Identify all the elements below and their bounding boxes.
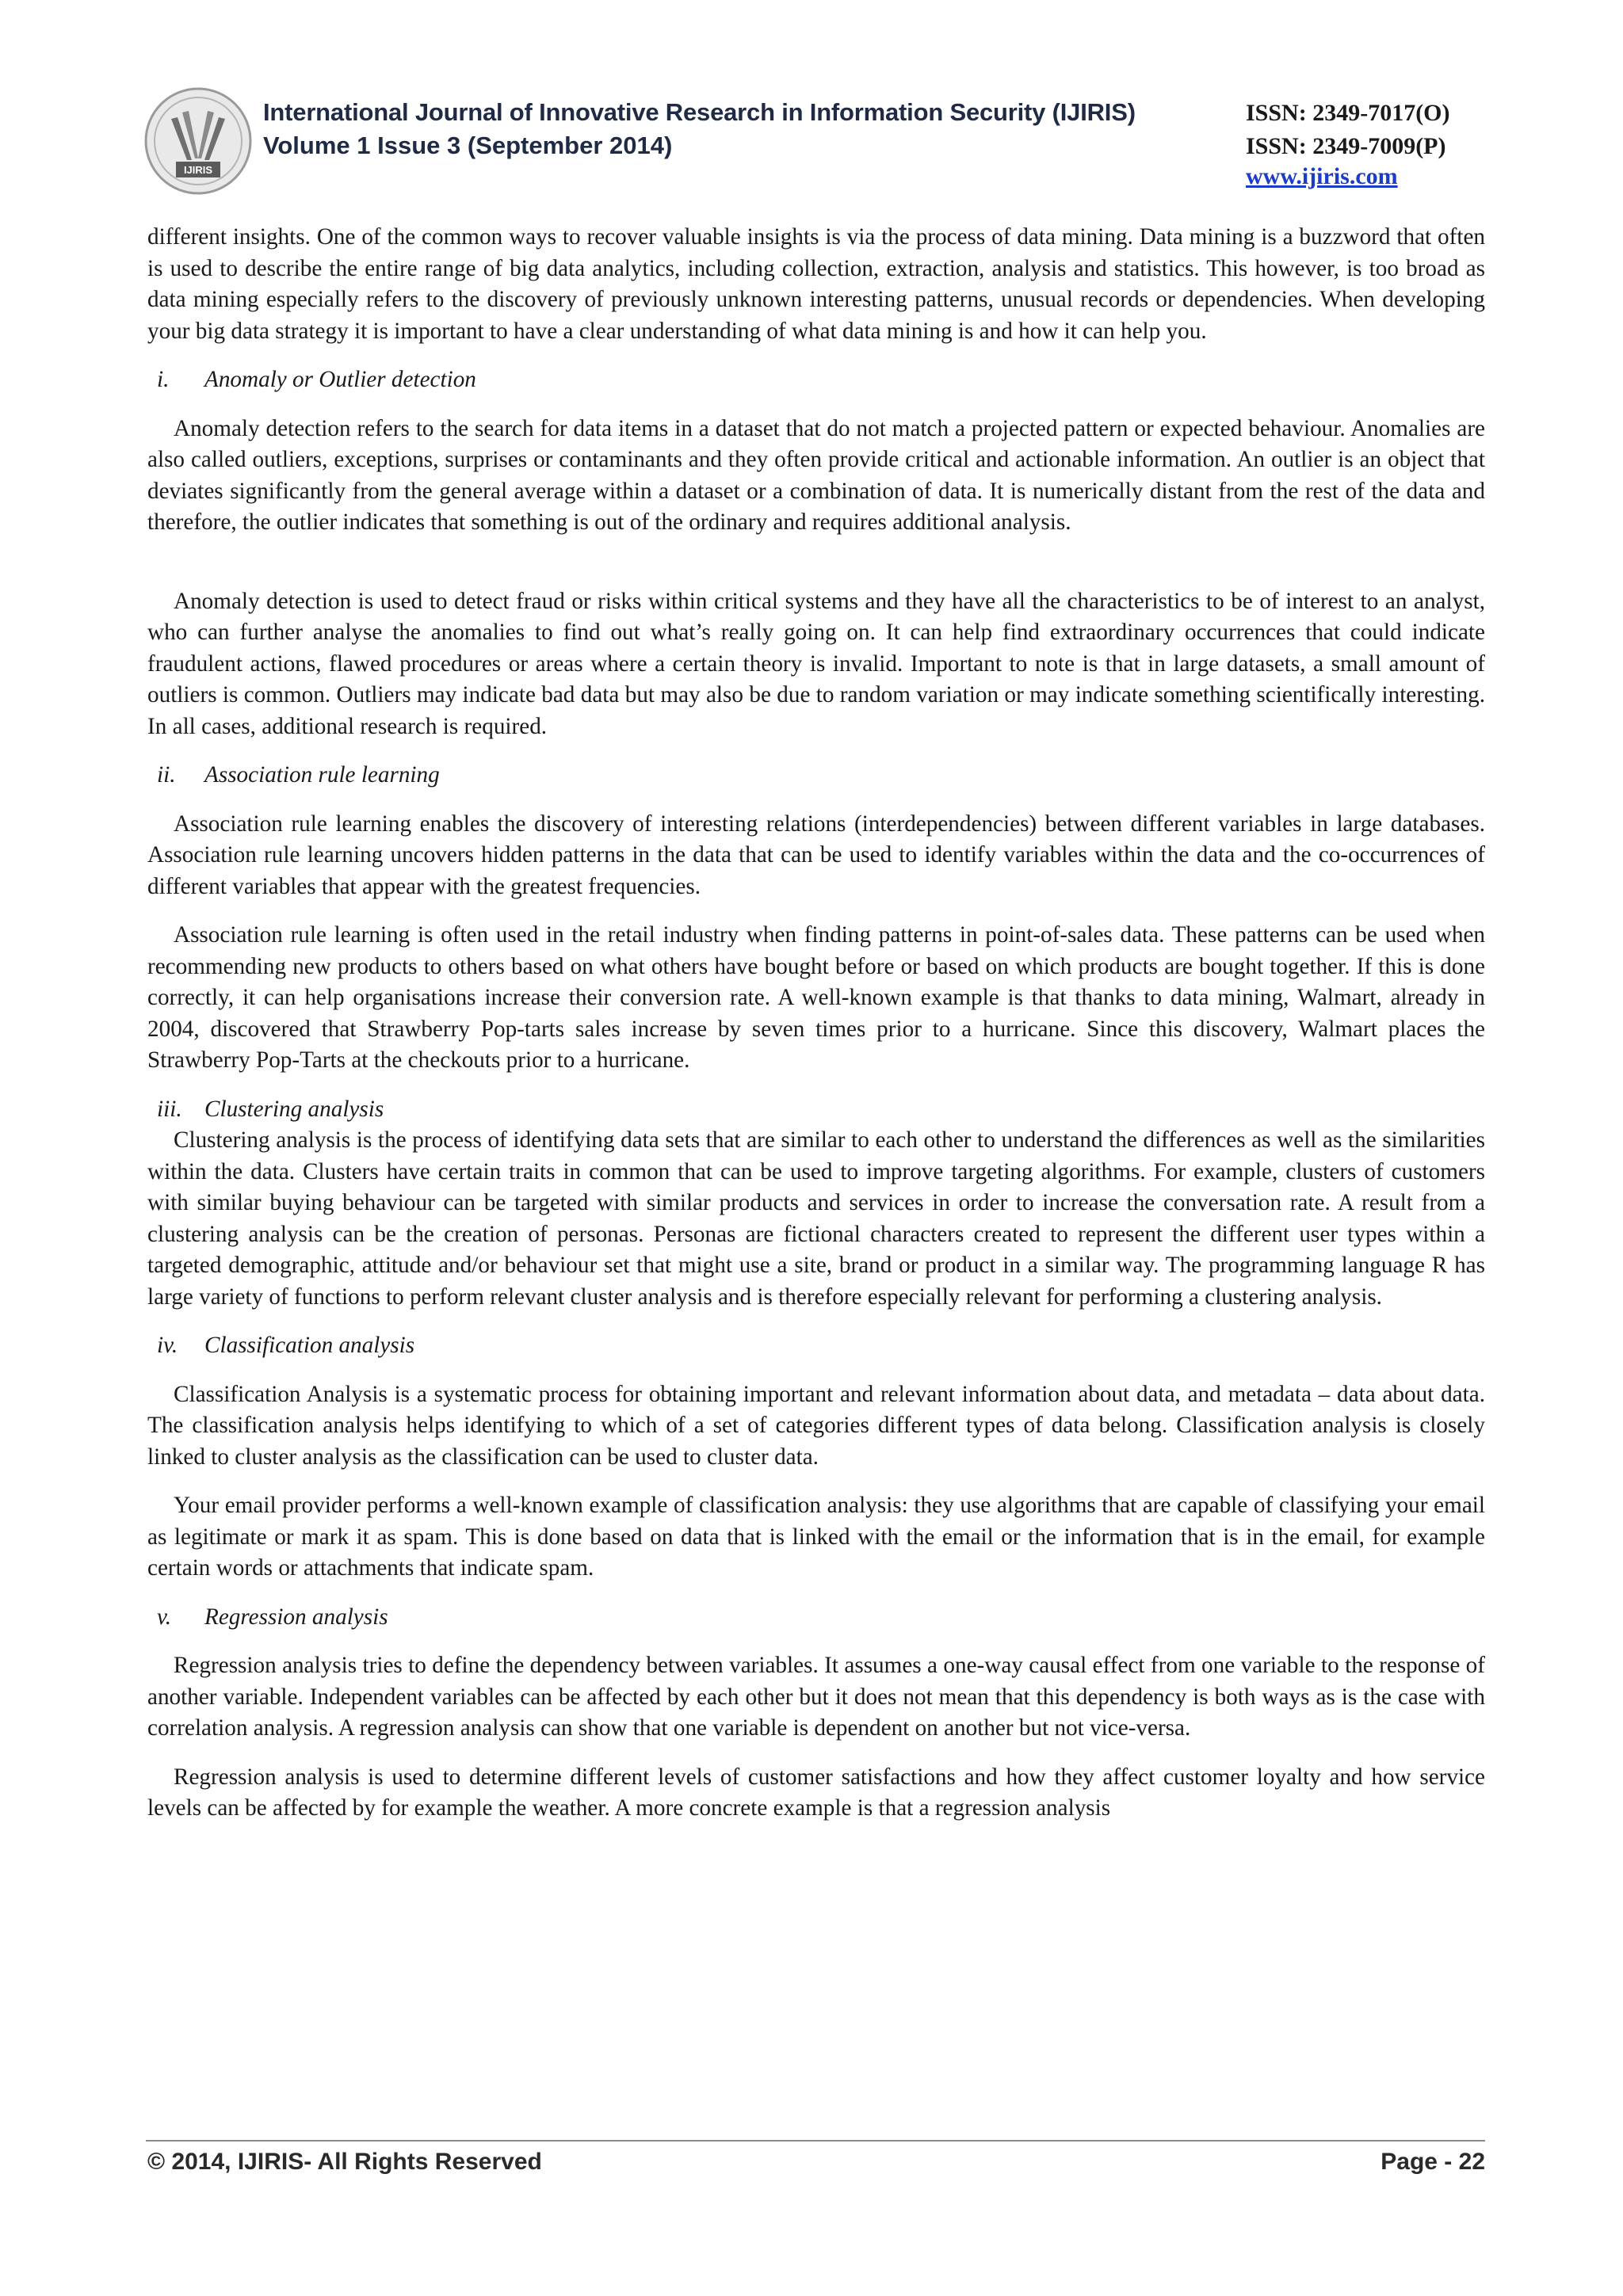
footer-page-number: Page - 22 xyxy=(1381,2149,1485,2175)
journal-title: International Journal of Innovative Research in Information Security (IJIRIS) xyxy=(263,98,1136,126)
page-header xyxy=(0,0,1623,206)
paragraph-anomaly-1: Anomaly detection refers to the search for data items in a dataset that do not match a projected pattern or expected behaviour. Anomalies are also called outliers, exceptions, surprises or contaminants and they often provide critical and actionable information. An outlier is an object that deviates significantly from the general average within a dataset or a combination of data. It is numerically distant from the rest of the data and therefore, the outlier indicates that something is out of the ordinary and requires additional analysis. xyxy=(147,415,1485,535)
issn-online: ISSN: 2349-7017(O) xyxy=(1246,100,1450,126)
paragraph-classification-1: Classification Analysis is a systematic process for obtaining important and relevant information about data, and metadata – data about data. The classification analysis helps identifying to which of a set of categories different types of data belong. Classification analysis is closely linked to cluster analysis as the classification can be used to cluster data. xyxy=(147,1381,1485,1470)
logo-text: IJIRIS xyxy=(183,164,213,176)
issn-print: ISSN: 2349-7009(P) xyxy=(1246,133,1446,159)
section-heading-anomaly: i. Anomaly or Outlier detection xyxy=(157,367,476,392)
ijiris-logo-icon xyxy=(143,86,254,196)
paragraph-association-1: Association rule learning enables the discovery of interesting relations (interdependencies) between different variables in large databases. Association rule learning uncovers hidden patterns in the data that can be used to identify variables within the data and the co-occurrences of different variables that appear with the greatest frequencies. xyxy=(147,810,1485,899)
footer-copyright: © 2014, IJIRIS- All Rights Reserved xyxy=(147,2149,542,2175)
article-body xyxy=(147,222,1485,1825)
paragraph-regression-1: Regression analysis tries to define the dependency between variables. It assumes a one-way causal effect from one variable to the response of another variable. Independent variables can be affected by each other but it does not mean that this dependency is both ways as is the case with correlation analysis. A regression analysis can show that one variable is dependent on another but not vice-versa. xyxy=(147,1653,1485,1741)
section-heading-regression: v. Regression analysis xyxy=(157,1604,388,1630)
paragraph-classification-2: Your email provider performs a well-known example of classification analysis: they use algorithms that are capable of classifying your email as legitimate or mark it as spam. This is done based on data that is linked with the email or the information that is in the email, for example certain words or attachments that indicate spam. xyxy=(147,1493,1485,1581)
section-heading-association: ii. Association rule learning xyxy=(157,762,440,788)
journal-volume: Volume 1 Issue 3 (September 2014) xyxy=(263,132,673,159)
paragraph-regression-2: Regression analysis is used to determine different levels of customer satisfactions and how they affect customer loyalty and how service levels can be affected by for example the weather. A more concrete example is that a regression analysis xyxy=(147,1764,1485,1821)
intro-paragraph: different insights. One of the common ways to recover valuable insights is via the process of data mining. Data mining is a buzzword that often is used to describe the entire range of big data analytics, including collection, extraction, analysis and statistics. This however, is too broad as data mining especially refers to the discovery of previously unknown interesting patterns, unusual records or dependencies. When developing your big data strategy it is important to have a clear understanding of what data mining is and how it can help you. xyxy=(147,224,1485,344)
paragraph-anomaly-2: Anomaly detection is used to detect fraud or risks within critical systems and they have all the characteristics to be of interest to an analyst, who can further analyse the anomalies to find out what’s really going on. It can help find extraordinary occurrences that could indicate fraudulent actions, flawed procedures or areas where a certain theory is invalid. Important to note is that in large datasets, a small amount of outliers is common. Outliers may indicate bad data but may also be due to random variation or may indicate something scientifically interesting. In all cases, additional research is required. xyxy=(147,588,1485,739)
paragraph-association-2: Association rule learning is often used in the retail industry when finding patterns in point-of-sales data. These patterns can be used when recommending new products to others based on what others have bought before or based on which products are bought together. If this is done correctly, it can help organisations increase their conversion rate. A well-known example is that thanks to data mining, Walmart, already in 2004, discovered that Strawberry Pop-tarts sales increase by seven times prior to a hurricane. Since this discovery, Walmart places the Strawberry Pop-Tarts at the checkouts prior to a hurricane. xyxy=(147,922,1485,1073)
paragraph-clustering-1: Clustering analysis is the process of identifying data sets that are similar to each other to understand the differences as well as the similarities within the data. Clusters have certain traits in common that can be used to improve targeting algorithms. For example, clusters of customers with similar buying behaviour can be targeted with similar products and services in order to increase the conversation rate. A result from a clustering analysis can be the creation of personas. Personas are fictional characters created to represent the different user types within a targeted demographic, attitude and/or behaviour set that might use a site, brand or product in a similar way. The programming language R has large variety of functions to perform relevant cluster analysis and is therefore especially relevant for performing a clustering analysis. xyxy=(147,1127,1485,1310)
journal-website-link[interactable]: www.ijiris.com xyxy=(1246,163,1398,189)
section-heading-classification: iv. Classification analysis xyxy=(157,1333,415,1358)
section-heading-clustering: iii. Clustering analysis xyxy=(157,1096,384,1122)
footer-divider xyxy=(146,2140,1485,2142)
